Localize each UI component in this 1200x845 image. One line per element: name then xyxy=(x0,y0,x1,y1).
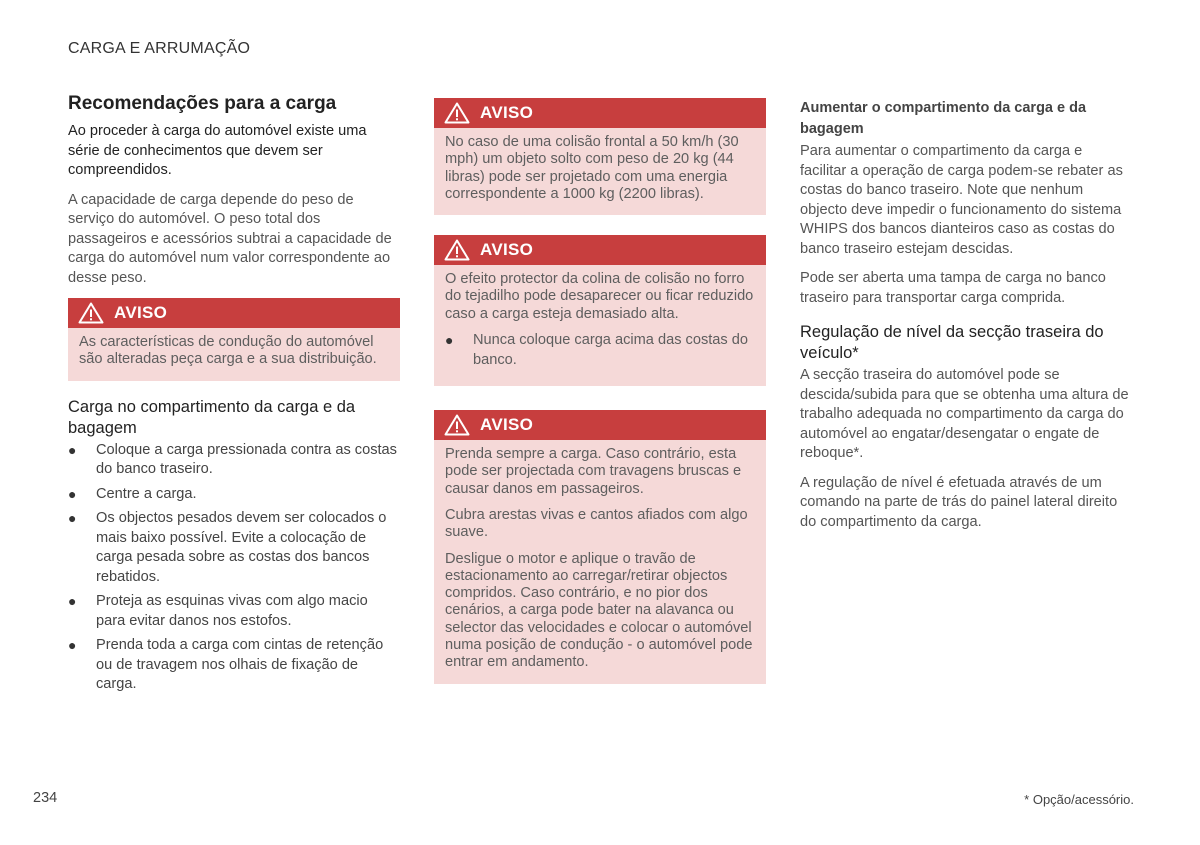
column-1 xyxy=(68,92,400,705)
warning-text: No caso de uma colisão frontal a 50 km/h (30 mph) um objeto solto com peso de 20 kg (44 libras) pode ser projetado com uma energia correspondente a 1000 kg (2200 libras). xyxy=(445,134,739,202)
column-3 xyxy=(800,98,1132,542)
column-2 xyxy=(434,98,766,698)
warning-box-roof xyxy=(434,235,766,386)
warning-triangle-icon xyxy=(78,302,104,324)
footnote-option: * Opção/acessório. xyxy=(1024,792,1134,807)
warning-header xyxy=(434,98,766,128)
warning-text: O efeito protector da colina de colisão no forro do tejadilho pode desaparecer ou ficar reduzido caso a carga esteja demasiado alta. xyxy=(445,271,754,322)
bullet-icon: ● xyxy=(68,593,77,610)
cargo-bullet-list xyxy=(68,441,400,695)
warning-triangle-icon xyxy=(444,239,470,261)
enlarge-paragraph: Para aumentar o compartimento da carga e facilitar a operação de carga podem-se rebater as costas do banco traseiro. Note que nenhum objecto deve impedir o funcionamento do sistema WHIPS dos bancos dianteiros caso as costas do banco traseiro estejam descidas. xyxy=(800,143,1123,257)
warning-triangle-icon xyxy=(444,102,470,124)
heading-level-control: Regulação de nível da secção traseira do veículo* xyxy=(800,323,1104,362)
warning-text: As características de condução do automóvel são alteradas peça carga e a sua distribuição. xyxy=(79,334,377,368)
heading-enlarge-compartment: Aumentar o compartimento da carga e da bagagem xyxy=(800,100,1087,137)
warning-title: AVISO xyxy=(480,240,534,260)
subheading-cargo-compartment: Carga no compartimento da carga e da bagagem xyxy=(68,397,356,437)
bullet-icon: ● xyxy=(68,441,77,458)
warning-bullet-list xyxy=(445,331,754,370)
hatch-paragraph: Pode ser aberta uma tampa de carga no banco traseiro para transportar carga comprida. xyxy=(800,270,1106,306)
warning-box-secure-cargo xyxy=(434,410,766,684)
bullet-icon: ● xyxy=(68,637,77,654)
warning-title: AVISO xyxy=(480,415,534,435)
page-title: Recomendações para a carga xyxy=(68,93,337,114)
list-item: ● Proteja as esquinas vivas com algo macio para evitar danos nos estofos. xyxy=(68,593,368,629)
list-item: ● Prenda toda a carga com cintas de retenção ou de travagem nos olhais de fixação de carga. xyxy=(68,637,384,693)
list-item: ● Nunca coloque carga acima das costas do banco. xyxy=(445,332,749,368)
list-item: ● Os objectos pesados devem ser colocados o mais baixo possível. Evite a colocação de carga pesada sobre as costas dos bancos rebatidos. xyxy=(68,510,387,585)
warning-text: Desligue o motor e aplique o travão de estacionamento ao carregar/retirar objectos compridos. Caso contrário, e no pior dos cenários, a carga pode bater na alavanca ou selector das velocidades e colocar o automóvel numa posição de condução - o automóvel pode entrar em andamento. xyxy=(445,550,753,671)
warning-text: Cubra arestas vivas e cantos afiados com algo suave. xyxy=(445,506,748,541)
capacity-paragraph: A capacidade de carga depende do peso de serviço do automóvel. O peso total dos passageiros e acessórios subtrai a capacidade de carga do automóvel num valor correspondente ao desse peso. xyxy=(68,191,392,286)
level-control-paragraph: A regulação de nível é efetuada através de um comando na parte de trás do painel lateral direito do compartimento da carga. xyxy=(800,474,1118,530)
bullet-icon: ● xyxy=(68,510,77,527)
warning-title: AVISO xyxy=(480,103,534,122)
bullet-icon: ● xyxy=(68,485,77,502)
section-header: CARGA E ARRUMAÇÃO xyxy=(68,40,251,57)
warning-title: AVISO xyxy=(114,303,168,322)
bullet-icon: ● xyxy=(445,332,454,349)
warning-header xyxy=(68,298,400,328)
list-item: ● Centre a carga. xyxy=(68,485,400,505)
warning-box-handling xyxy=(68,298,400,381)
lead-paragraph: Ao proceder à carga do automóvel existe uma série de conhecimentos que devem ser compreendidos. xyxy=(68,123,367,178)
warning-box-collision xyxy=(434,98,766,215)
list-item: ● Coloque a carga pressionada contra as costas do banco traseiro. xyxy=(68,441,397,478)
warning-triangle-icon xyxy=(444,414,470,436)
warning-header xyxy=(434,235,766,265)
level-paragraph: A secção traseira do automóvel pode se descida/subida para que se obtenha uma altura de trabalho adequada no compartimento da carga do automóvel ao engatar/desengatar o engate de reboque*. xyxy=(800,367,1129,461)
warning-text: Prenda sempre a carga. Caso contrário, esta pode ser projectada com travagens bruscas e causar danos em passageiros. xyxy=(445,446,742,497)
page-number: 234 xyxy=(33,790,58,806)
warning-header xyxy=(434,410,766,440)
